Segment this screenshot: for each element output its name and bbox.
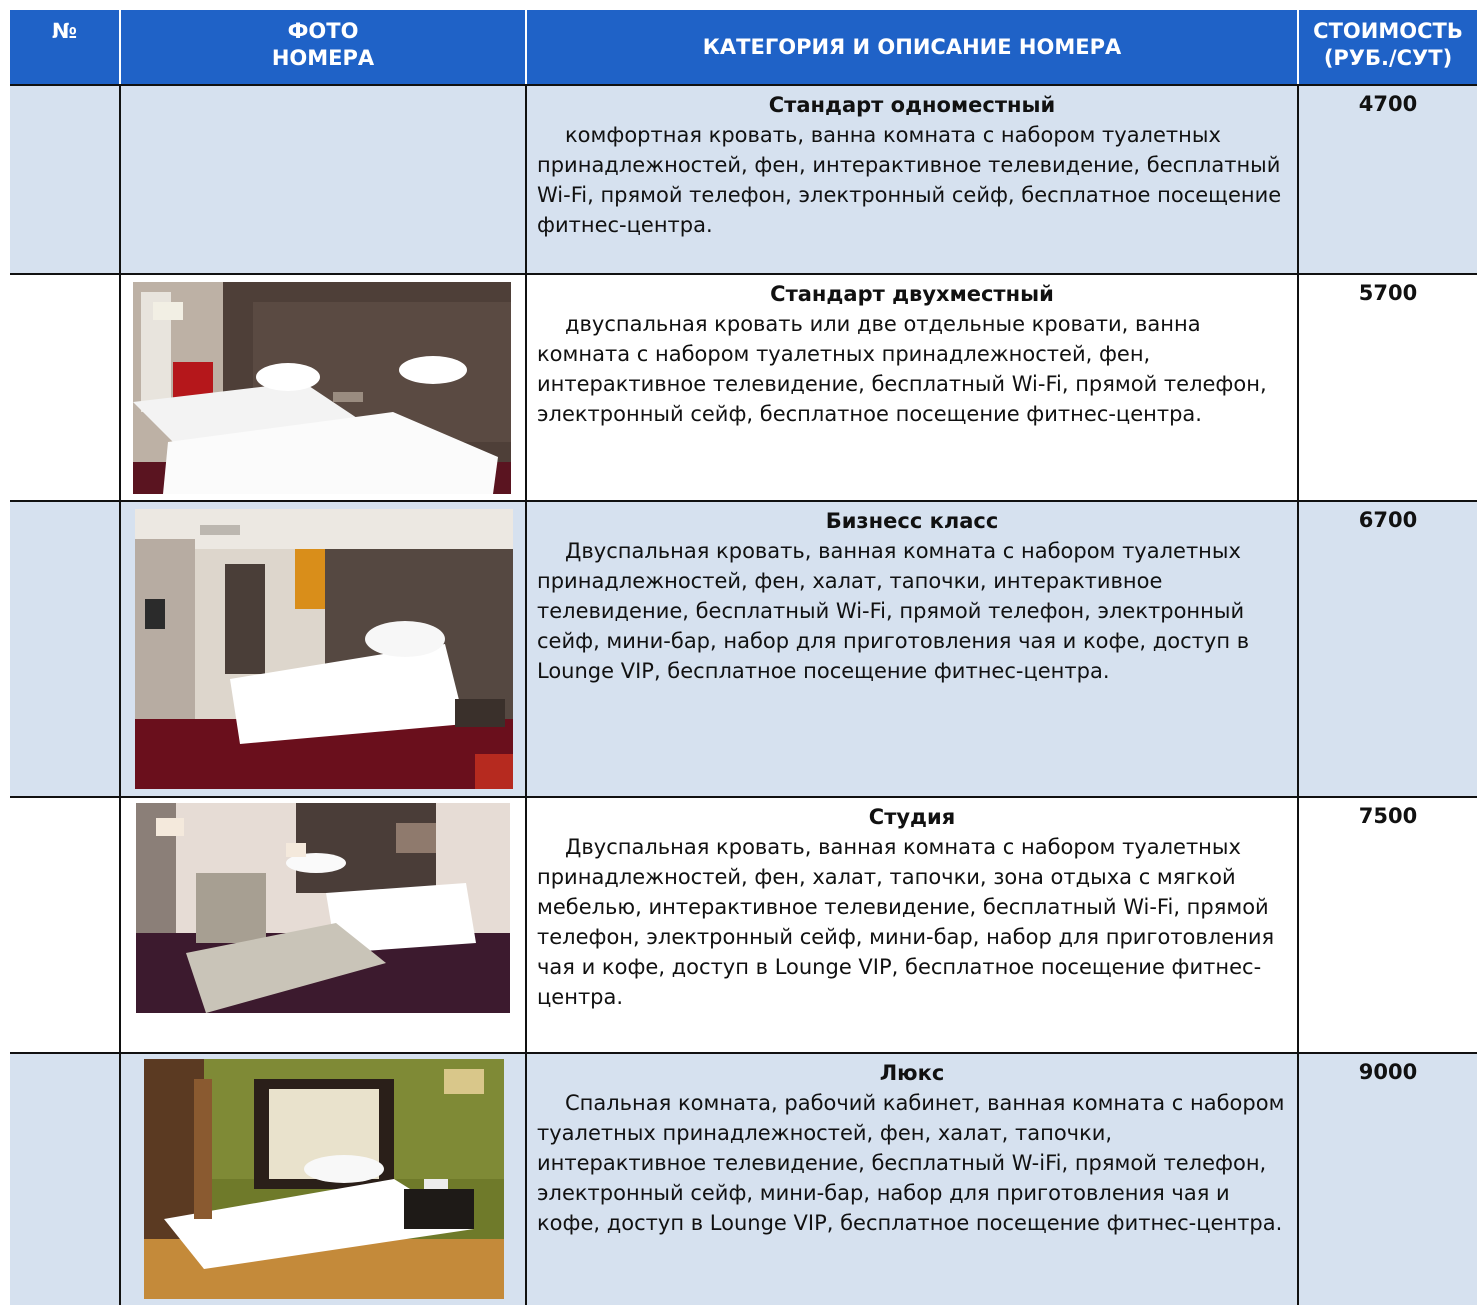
header-num	[10, 10, 121, 84]
header-price-line2: (РУБ./СУТ)	[1323, 46, 1453, 70]
room-description: комфортная кровать, ванна комната с набором туалетных принадлежностей, фен, интерактивное телевидение, бесплатный Wi-Fi, прямой телефон, электронный сейф, бесплатное посещение фитнес-центра.	[537, 123, 1282, 237]
room-title: Бизнесс класс	[825, 509, 999, 533]
table-header	[10, 10, 1477, 86]
room-price: 4700	[1358, 92, 1418, 116]
header-category	[527, 10, 1299, 84]
table-row	[10, 502, 1477, 798]
room-photo-cell	[121, 1054, 527, 1305]
room-title: Студия	[868, 805, 956, 829]
room-number-cell	[10, 1054, 121, 1305]
room-title: Стандарт двухместный	[770, 282, 1054, 306]
business-room-photo	[135, 509, 513, 789]
table-row	[10, 86, 1477, 275]
header-category-label: КАТЕГОРИЯ И ОПИСАНИЕ НОМЕРА	[702, 34, 1122, 59]
room-price: 7500	[1358, 804, 1418, 828]
studio-room-photo	[136, 803, 510, 1013]
room-description-cell	[527, 86, 1299, 273]
header-price	[1299, 10, 1477, 84]
table-row	[10, 275, 1477, 502]
room-price: 5700	[1358, 281, 1418, 305]
table-row	[10, 798, 1477, 1054]
room-number-cell	[10, 798, 121, 1052]
header-price-line1: СТОИМОСТЬ	[1313, 19, 1463, 43]
room-description: Спальная комната, рабочий кабинет, ванная комната с набором туалетных принадлежностей, фен, халат, тапочки, интерактивное телевидение, бесплатный W-iFi, прямой телефон, электронный сейф, мини-бар, набор для приготовления чая и кофе, доступ в Lounge VIP, бесплатное посещение фитнес-центра.	[537, 1091, 1285, 1235]
room-description-cell	[527, 275, 1299, 500]
header-num-label: №	[51, 19, 78, 43]
room-price: 9000	[1358, 1060, 1418, 1084]
suite-room-photo	[144, 1059, 504, 1299]
header-photo-line2: НОМЕРА	[271, 46, 375, 70]
room-photo-cell	[121, 86, 527, 273]
room-number-cell	[10, 86, 121, 273]
room-photo-cell	[121, 798, 527, 1052]
header-photo	[121, 10, 527, 84]
room-description-cell	[527, 502, 1299, 796]
room-price: 6700	[1358, 508, 1418, 532]
room-photo-cell	[121, 502, 527, 796]
room-title: Люкс	[879, 1061, 945, 1085]
twin-room-photo	[133, 282, 511, 494]
room-description: двуспальная кровать или две отдельные кровати, ванна комната с набором туалетных принадлежностей, фен, интерактивное телевидение, бесплатный Wi-Fi, прямой телефон, электронный сейф, бесплатное посещение фитнес-центра.	[537, 312, 1267, 426]
room-title: Стандарт одноместный	[768, 93, 1056, 117]
room-description: Двуспальная кровать, ванная комната с набором туалетных принадлежностей, фен, халат, тапочки, зона отдыха с мягкой мебелью, интерактивное телевидение, бесплатный Wi-Fi, прямой телефон, электронный сейф, мини-бар, набор для приготовления чая и кофе, доступ в Lounge VIP, бесплатное посещение фитнес-центра.	[537, 835, 1275, 1009]
room-description-cell	[527, 1054, 1299, 1305]
room-number-cell	[10, 502, 121, 796]
table-row	[10, 1054, 1477, 1305]
room-description: Двуспальная кровать, ванная комната с набором туалетных принадлежностей, фен, халат, тапочки, интерактивное телевидение, бесплатный Wi-Fi, прямой телефон, электронный сейф, мини-бар, набор для приготовления чая и кофе, доступ в Lounge VIP, бесплатное посещение фитнес-центра.	[537, 539, 1250, 683]
room-number-cell	[10, 275, 121, 500]
rooms-price-table	[10, 10, 1477, 1305]
room-description-cell	[527, 798, 1299, 1052]
room-photo-cell	[121, 275, 527, 500]
header-photo-line1: ФОТО	[287, 19, 359, 43]
